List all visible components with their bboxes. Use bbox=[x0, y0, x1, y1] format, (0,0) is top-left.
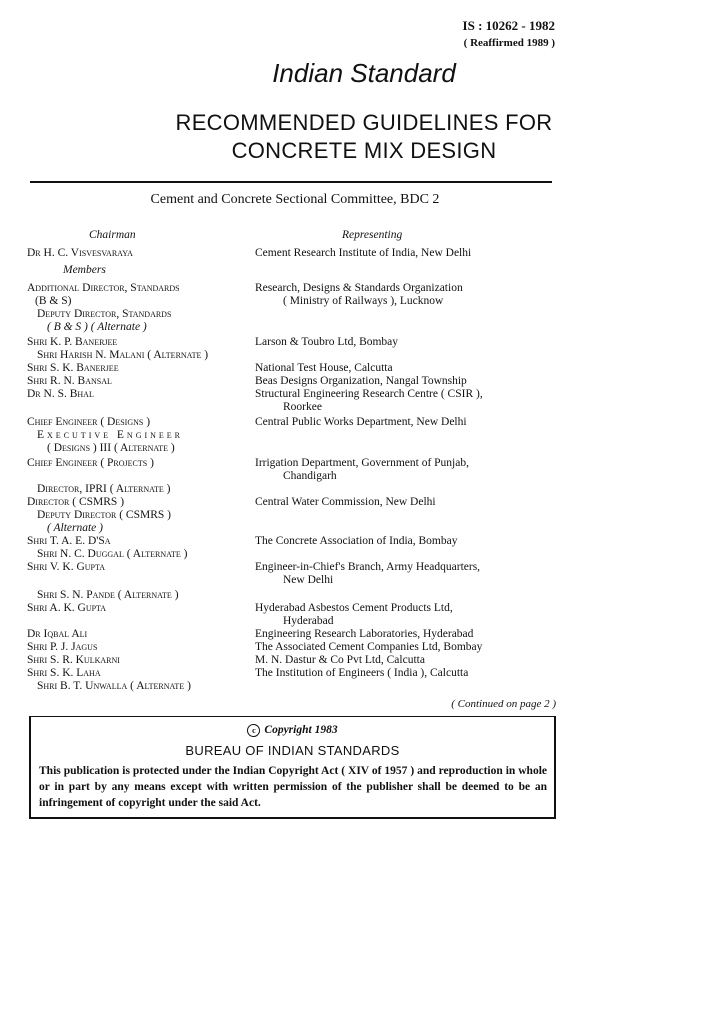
member-name: Shri P. J. Jagus bbox=[27, 641, 98, 653]
member-name: Shri A. K. Gupta bbox=[27, 602, 107, 614]
member-name: Director ( CSMRS ) bbox=[27, 496, 125, 508]
reaffirmed-note: ( Reaffirmed 1989 ) bbox=[463, 37, 555, 49]
member-name: ( Designs ) III ( Alternate ) bbox=[47, 442, 175, 454]
document-title-line-2: CONCRETE MIX DESIGN bbox=[231, 138, 497, 163]
member-organization: Larson & Toubro Ltd, Bombay bbox=[255, 336, 399, 348]
member-name: Additional Director, Standards bbox=[27, 282, 180, 294]
member-name: Chief Engineer ( Designs ) bbox=[27, 416, 151, 428]
member-organization: Hyderabad bbox=[283, 615, 334, 627]
member-organization: The Institution of Engineers ( India ), Calcutta bbox=[255, 667, 469, 679]
member-name: Shri K. P. Banerjee bbox=[27, 336, 118, 348]
member-name: Executive Engineer bbox=[37, 429, 184, 441]
member-name: ( B & S ) ( Alternate ) bbox=[47, 321, 147, 333]
member-organization: Engineer-in-Chief's Branch, Army Headquarters, bbox=[255, 561, 481, 573]
member-name: Shri R. N. Bansal bbox=[27, 375, 112, 387]
member-name: Shri S. K. Banerjee bbox=[27, 362, 119, 374]
bureau-name: BUREAU OF INDIAN STANDARDS bbox=[185, 743, 400, 758]
member-name: Shri S. N. Pande ( Alternate ) bbox=[37, 589, 179, 601]
member-organization: Cement Research Institute of India, New Delhi bbox=[255, 247, 472, 259]
member-name: Shri S. K. Laha bbox=[27, 667, 101, 679]
member-name: Shri Harish N. Malani ( Alternate ) bbox=[37, 349, 209, 361]
copyright-line bbox=[31, 723, 554, 737]
member-organization: Structural Engineering Research Centre ( CSIR ), bbox=[255, 388, 483, 400]
member-organization: Engineering Research Laboratories, Hyderabad bbox=[255, 628, 474, 640]
committee-name: Cement and Concrete Sectional Committee, BDC 2 bbox=[150, 192, 440, 207]
continued-note: ( Continued on page 2 ) bbox=[451, 698, 556, 710]
member-organization: M. N. Dastur & Co Pvt Ltd, Calcutta bbox=[255, 654, 425, 666]
member-organization: Hyderabad Asbestos Cement Products Ltd, bbox=[255, 602, 453, 614]
member-organization: National Test House, Calcutta bbox=[255, 362, 393, 374]
member-organization: The Associated Cement Companies Ltd, Bombay bbox=[255, 641, 483, 653]
member-organization: Beas Designs Organization, Nangal Township bbox=[255, 375, 467, 387]
member-organization: ( Ministry of Railways ), Lucknow bbox=[283, 295, 444, 307]
member-name: Shri N. C. Duggal ( Alternate ) bbox=[37, 548, 188, 560]
member-name: Deputy Director, Standards bbox=[37, 308, 172, 320]
member-name: (B & S) bbox=[35, 295, 72, 307]
member-name: Dr H. C. Visvesvaraya bbox=[27, 247, 133, 259]
copyright-icon: c bbox=[247, 724, 260, 737]
member-organization: New Delhi bbox=[283, 574, 334, 586]
standard-number: IS : 10262 - 1982 bbox=[462, 18, 555, 33]
series-title: Indian Standard bbox=[272, 58, 456, 88]
copyright-box bbox=[29, 716, 556, 819]
title-divider bbox=[30, 181, 552, 183]
member-name: Shri T. A. E. D'Sa bbox=[27, 535, 111, 547]
member-organization: The Concrete Association of India, Bombay bbox=[255, 535, 458, 547]
member-name: Shri V. K. Gupta bbox=[27, 561, 106, 573]
member-organization: Central Public Works Department, New Delhi bbox=[255, 416, 467, 428]
member-name: Dr N. S. Bhal bbox=[27, 388, 94, 400]
member-name: Shri B. T. Unwalla ( Alternate ) bbox=[37, 680, 191, 692]
member-organization: Research, Designs & Standards Organization bbox=[255, 282, 463, 294]
representing-heading: Representing bbox=[342, 229, 403, 241]
members-heading: Members bbox=[63, 264, 106, 276]
copyright-notice: This publication is protected under the Indian Copyright Act ( XIV of 1957 ) and reproduction in whole or in part by any means except with written permission of the publisher shall be deemed to be an infringement of copyright under the said Act. bbox=[39, 765, 547, 809]
member-organization: Chandigarh bbox=[283, 470, 337, 482]
member-name: Dr Iqbal Ali bbox=[27, 628, 88, 640]
member-name: Deputy Director ( CSMRS ) bbox=[37, 509, 171, 521]
document-title-line-1: RECOMMENDED GUIDELINES FOR bbox=[175, 110, 553, 135]
member-name: ( Alternate ) bbox=[47, 522, 103, 534]
member-name: Chief Engineer ( Projects ) bbox=[27, 457, 154, 469]
chairman-heading: Chairman bbox=[89, 229, 136, 241]
member-name: Director, IPRI ( Alternate ) bbox=[37, 483, 171, 495]
member-organization: Roorkee bbox=[283, 401, 322, 413]
copyright-text: Copyright 1983 bbox=[264, 724, 338, 736]
member-organization: Irrigation Department, Government of Punjab, bbox=[255, 457, 469, 469]
member-organization: Central Water Commission, New Delhi bbox=[255, 496, 436, 508]
member-name: Shri S. R. Kulkarni bbox=[27, 654, 120, 666]
